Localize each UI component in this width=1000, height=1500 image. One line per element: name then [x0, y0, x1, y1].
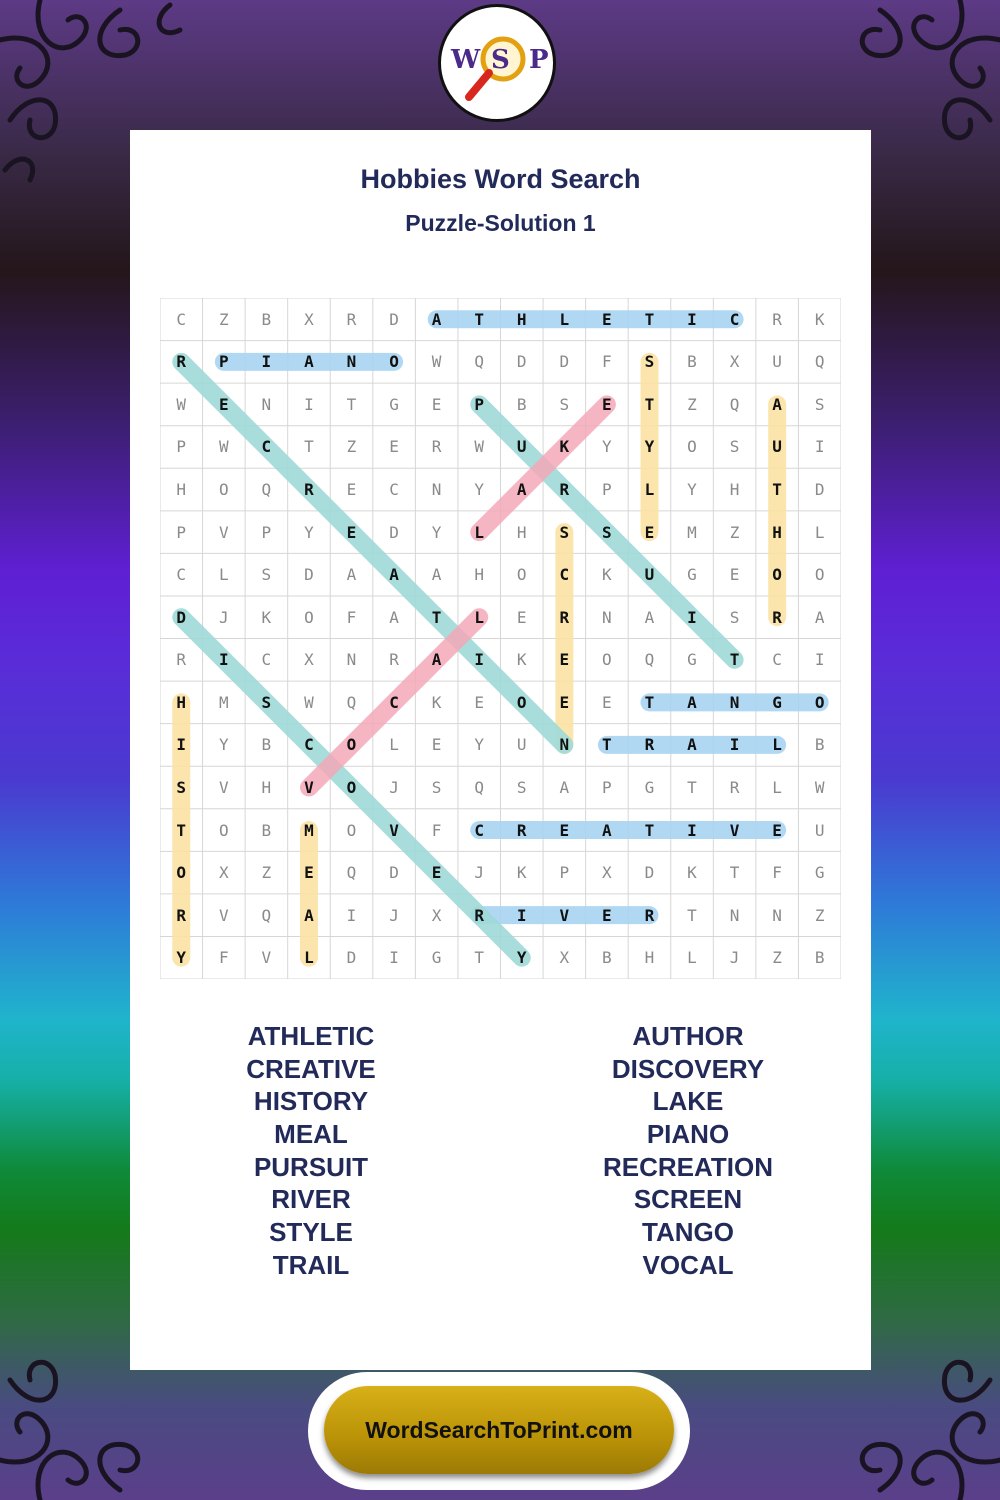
grid-cell[interactable]: A: [814, 607, 825, 627]
grid-cell[interactable]: M: [218, 692, 229, 712]
grid-cell[interactable]: V: [218, 777, 229, 797]
grid-cell[interactable]: K: [687, 863, 697, 883]
grid-cell[interactable]: A: [602, 820, 612, 840]
grid-cell[interactable]: S: [559, 394, 570, 414]
grid-cell[interactable]: S: [602, 522, 612, 542]
grid-cell[interactable]: C: [559, 565, 570, 585]
grid-cell[interactable]: A: [687, 735, 697, 755]
grid-cell[interactable]: T: [772, 480, 782, 499]
grid-cell[interactable]: P: [602, 777, 612, 797]
grid-cell[interactable]: U: [516, 437, 527, 457]
grid-cell[interactable]: A: [431, 309, 442, 329]
grid-cell[interactable]: L: [304, 948, 314, 968]
grid-cell[interactable]: J: [218, 607, 229, 627]
grid-cell[interactable]: V: [559, 905, 570, 925]
grid-cell[interactable]: E: [304, 863, 314, 883]
grid-cell[interactable]: Q: [644, 650, 655, 670]
grid-cell[interactable]: W: [431, 352, 442, 372]
grid-cell[interactable]: A: [644, 607, 655, 627]
logo-letter-w: W: [451, 45, 481, 75]
grid-cell[interactable]: E: [346, 522, 357, 542]
word-list-item: CREATIVE: [246, 1053, 376, 1084]
grid-cell[interactable]: T: [644, 820, 655, 840]
grid-cell[interactable]: E: [559, 820, 570, 840]
grid-cell[interactable]: R: [644, 735, 655, 755]
grid-cell[interactable]: I: [516, 905, 527, 925]
grid-cell[interactable]: J: [389, 905, 399, 925]
grid-cell[interactable]: L: [218, 565, 229, 585]
grid-cell[interactable]: E: [772, 820, 782, 840]
grid-cell[interactable]: T: [602, 735, 612, 755]
grid-cell[interactable]: S: [261, 692, 272, 712]
grid-cell[interactable]: L: [687, 948, 697, 968]
grid-cell[interactable]: R: [559, 607, 570, 627]
grid-cell[interactable]: T: [644, 692, 655, 712]
grid-cell[interactable]: V: [729, 820, 740, 840]
word-list-item: TANGO: [642, 1217, 734, 1248]
word-list-right: [523, 1020, 853, 1282]
grid-cell[interactable]: I: [729, 735, 740, 755]
grid-cell[interactable]: A: [389, 565, 399, 585]
grid-cell[interactable]: C: [772, 650, 782, 670]
grid-cell[interactable]: A: [304, 352, 314, 372]
grid-cell[interactable]: L: [474, 607, 484, 627]
grid-cell[interactable]: S: [176, 777, 187, 797]
grid-cell[interactable]: K: [516, 650, 527, 670]
grid-cell[interactable]: T: [729, 650, 740, 670]
grid-cell[interactable]: L: [389, 735, 399, 755]
grid-cell[interactable]: I: [687, 607, 697, 627]
grid-cell[interactable]: C: [176, 565, 187, 585]
grid-cell[interactable]: O: [602, 650, 612, 670]
grid-cell[interactable]: O: [687, 437, 697, 457]
grid-cell[interactable]: C: [304, 735, 314, 755]
grid-cell[interactable]: I: [474, 650, 484, 670]
grid-cell[interactable]: E: [431, 863, 442, 883]
grid-cell[interactable]: K: [516, 863, 527, 883]
grid-cell[interactable]: S: [729, 437, 740, 457]
grid-cell[interactable]: T: [304, 437, 314, 457]
grid-cell[interactable]: T: [644, 394, 655, 414]
grid-cell[interactable]: Y: [474, 480, 484, 499]
grid-cell[interactable]: D: [389, 309, 399, 329]
grid-cell[interactable]: A: [559, 777, 570, 797]
grid-cell[interactable]: F: [772, 863, 782, 883]
grid-cell[interactable]: V: [389, 820, 399, 840]
grid-cell[interactable]: W: [474, 437, 484, 457]
site-logo[interactable]: [438, 4, 556, 122]
grid-cell[interactable]: E: [516, 607, 527, 627]
grid-cell[interactable]: A: [304, 905, 314, 925]
grid-cell[interactable]: N: [602, 607, 612, 627]
grid-cell[interactable]: Y: [431, 522, 442, 542]
grid-cell[interactable]: N: [346, 352, 357, 372]
grid-cell[interactable]: J: [389, 777, 399, 797]
grid-cell[interactable]: H: [516, 522, 527, 542]
word-list-item: RECREATION: [603, 1151, 773, 1182]
grid-cell[interactable]: B: [814, 735, 825, 755]
word-list-item: DISCOVERY: [611, 1053, 765, 1084]
grid-cell[interactable]: W: [218, 437, 229, 457]
grid-cell[interactable]: H: [516, 309, 527, 329]
grid-cell[interactable]: O: [814, 692, 825, 712]
grid-cell[interactable]: R: [176, 650, 187, 670]
grid-cell[interactable]: H: [772, 522, 782, 542]
grid-cell[interactable]: Y: [304, 522, 314, 542]
grid-cell[interactable]: Y: [474, 735, 484, 755]
grid-cell[interactable]: Q: [261, 905, 272, 925]
grid-cell[interactable]: T: [474, 948, 484, 968]
grid-cell[interactable]: J: [729, 948, 740, 968]
grid-cell[interactable]: N: [772, 905, 782, 925]
grid-cell[interactable]: C: [729, 309, 740, 329]
grid-cell[interactable]: A: [346, 565, 357, 585]
grid-cell[interactable]: O: [389, 352, 399, 372]
grid-cell[interactable]: C: [261, 650, 272, 670]
grid-cell[interactable]: I: [814, 650, 825, 670]
grid-cell[interactable]: R: [304, 480, 314, 499]
grid-cell[interactable]: C: [389, 480, 399, 499]
word-list-item: SCREEN: [633, 1184, 743, 1215]
grid-cell[interactable]: N: [346, 650, 357, 670]
grid-cell[interactable]: S: [516, 777, 527, 797]
grid-cell[interactable]: L: [814, 522, 825, 542]
grid-cell[interactable]: E: [602, 905, 612, 925]
grid-cell[interactable]: P: [559, 863, 570, 883]
grid-cell[interactable]: I: [304, 394, 314, 414]
grid-cell[interactable]: O: [772, 565, 782, 585]
grid-cell[interactable]: T: [687, 777, 697, 797]
grid-cell[interactable]: E: [218, 394, 229, 414]
grid-cell[interactable]: J: [474, 863, 484, 883]
grid-cell[interactable]: E: [389, 437, 399, 457]
website-link-button[interactable]: WordSearchToPrint.com: [324, 1386, 674, 1474]
grid-cell[interactable]: D: [516, 352, 527, 372]
grid-cell[interactable]: U: [772, 437, 782, 457]
grid-cell[interactable]: T: [644, 309, 655, 329]
grid-cell[interactable]: G: [814, 863, 825, 883]
grid-cell[interactable]: L: [644, 480, 655, 499]
word-list-item: ATHLETIC: [247, 1021, 375, 1051]
grid-cell[interactable]: X: [602, 863, 612, 883]
logo-letter-s: S: [491, 45, 510, 75]
grid-cell[interactable]: X: [304, 309, 314, 329]
grid-cell[interactable]: I: [261, 352, 272, 372]
footer-badge: [308, 1372, 690, 1490]
grid-cell[interactable]: G: [644, 777, 655, 797]
grid-cell[interactable]: S: [559, 522, 570, 542]
grid-cell[interactable]: A: [431, 650, 442, 670]
grid-cell[interactable]: X: [431, 905, 442, 925]
grid-cell[interactable]: Y: [644, 437, 655, 457]
grid-cell[interactable]: Y: [218, 735, 229, 755]
grid-cell[interactable]: O: [304, 607, 314, 627]
grid-cell[interactable]: L: [559, 309, 570, 329]
grid-cell[interactable]: O: [516, 692, 527, 712]
grid-cell[interactable]: E: [559, 650, 570, 670]
grid-cell[interactable]: R: [176, 905, 187, 925]
grid-cell[interactable]: F: [431, 820, 442, 840]
grid-cell[interactable]: R: [431, 437, 442, 457]
grid-cell[interactable]: D: [346, 948, 357, 968]
grid-cell[interactable]: B: [814, 948, 825, 968]
grid-cell[interactable]: D: [176, 607, 187, 627]
grid-cell[interactable]: P: [261, 522, 272, 542]
grid-cell[interactable]: I: [176, 735, 187, 755]
grid-cell[interactable]: T: [431, 607, 442, 627]
grid-cell[interactable]: T: [729, 863, 740, 883]
grid-cell[interactable]: K: [431, 692, 442, 712]
grid-cell[interactable]: G: [431, 948, 442, 968]
grid-cell[interactable]: P: [176, 437, 187, 457]
grid-cell[interactable]: B: [516, 394, 527, 414]
grid-cell[interactable]: T: [176, 820, 187, 840]
grid-cell[interactable]: C: [176, 309, 187, 329]
word-list-item: VOCAL: [642, 1249, 734, 1280]
grid-cell[interactable]: I: [346, 905, 357, 925]
grid-cell[interactable]: N: [261, 394, 272, 414]
grid-cell[interactable]: N: [559, 735, 570, 755]
grid-cell[interactable]: G: [389, 394, 399, 414]
word-list-item: PURSUIT: [253, 1151, 369, 1182]
word-list-item: MEAL: [274, 1119, 348, 1150]
grid-cell[interactable]: Y: [516, 948, 527, 968]
grid-cell[interactable]: R: [644, 905, 655, 925]
grid-cell[interactable]: U: [516, 735, 527, 755]
grid-cell[interactable]: S: [261, 565, 272, 585]
grid-cell[interactable]: P: [602, 480, 612, 499]
grid-cell[interactable]: N: [729, 905, 740, 925]
grid-cell[interactable]: R: [516, 820, 527, 840]
grid-cell[interactable]: K: [559, 437, 570, 457]
grid-cell[interactable]: Y: [176, 948, 187, 968]
grid-cell[interactable]: V: [304, 777, 314, 797]
grid-cell[interactable]: S: [644, 352, 655, 372]
grid-cell[interactable]: B: [687, 352, 697, 372]
grid-cell[interactable]: C: [474, 820, 484, 840]
grid-cell[interactable]: A: [516, 480, 527, 499]
grid-cell[interactable]: E: [431, 394, 442, 414]
grid-cell[interactable]: R: [772, 607, 782, 627]
grid-cell[interactable]: Q: [346, 692, 357, 712]
grid-cell[interactable]: C: [261, 437, 272, 457]
grid-cell[interactable]: G: [772, 692, 782, 712]
word-search-grid: [160, 298, 841, 979]
grid-cell[interactable]: A: [389, 607, 399, 627]
grid-cell[interactable]: S: [729, 607, 740, 627]
grid-cell[interactable]: X: [218, 863, 229, 883]
grid-cell[interactable]: O: [346, 820, 357, 840]
grid-cell[interactable]: K: [602, 565, 612, 585]
grid-cell[interactable]: Y: [602, 437, 612, 457]
grid-cell[interactable]: G: [687, 565, 697, 585]
grid-cell[interactable]: O: [814, 565, 825, 585]
grid-cell[interactable]: R: [346, 309, 357, 329]
grid-cell[interactable]: S: [431, 777, 442, 797]
grid-cell[interactable]: L: [474, 522, 484, 542]
grid-cell[interactable]: D: [304, 565, 314, 585]
grid-cell[interactable]: Q: [474, 777, 484, 797]
word-list-item: PIANO: [646, 1119, 730, 1150]
grid-cell[interactable]: A: [772, 394, 782, 414]
grid-cell[interactable]: I: [389, 948, 399, 968]
word-list-item: HISTORY: [253, 1086, 369, 1117]
page-subtitle: Puzzle-Solution 1: [405, 210, 596, 236]
grid-cell[interactable]: V: [218, 522, 229, 542]
grid-cell[interactable]: O: [346, 735, 357, 755]
grid-cell[interactable]: E: [602, 394, 612, 414]
grid-cell[interactable]: Z: [218, 309, 229, 329]
grid-cell[interactable]: E: [431, 735, 442, 755]
grid-cell[interactable]: H: [176, 480, 187, 499]
grid-cell[interactable]: E: [602, 309, 612, 329]
grid-cell[interactable]: I: [687, 309, 697, 329]
grid-cell[interactable]: X: [304, 650, 314, 670]
grid-cell[interactable]: H: [644, 948, 655, 968]
grid-cell[interactable]: P: [176, 522, 187, 542]
grid-cell[interactable]: D: [559, 352, 570, 372]
grid-cell[interactable]: V: [261, 948, 272, 968]
grid-cell[interactable]: R: [729, 777, 740, 797]
grid-cell[interactable]: K: [814, 309, 825, 329]
grid-cell[interactable]: B: [261, 735, 272, 755]
grid-cell[interactable]: E: [602, 692, 612, 712]
grid-cell[interactable]: Z: [687, 394, 697, 414]
grid-cell[interactable]: H: [176, 692, 187, 712]
grid-cell[interactable]: E: [474, 692, 484, 712]
grid-cell[interactable]: W: [304, 692, 314, 712]
grid-cell[interactable]: A: [431, 565, 442, 585]
grid-cell[interactable]: U: [814, 820, 825, 840]
puzzle-card: [130, 130, 871, 1370]
word-list-item: TRAIL: [272, 1249, 350, 1280]
grid-cell[interactable]: R: [772, 309, 782, 329]
grid-cell[interactable]: A: [687, 692, 697, 712]
grid-cell[interactable]: F: [218, 948, 229, 968]
grid-cell[interactable]: T: [474, 309, 484, 329]
grid-cell[interactable]: D: [814, 480, 825, 499]
grid-cell[interactable]: E: [346, 480, 357, 499]
grid-cell[interactable]: F: [602, 352, 612, 372]
grid-cell[interactable]: Z: [772, 948, 782, 968]
grid-cell[interactable]: W: [176, 394, 187, 414]
grid-cell[interactable]: C: [389, 692, 399, 712]
grid-cell[interactable]: H: [729, 480, 740, 499]
grid-cell[interactable]: D: [389, 863, 399, 883]
grid-cell[interactable]: Q: [346, 863, 357, 883]
word-list-item: STYLE: [269, 1217, 353, 1248]
grid-cell[interactable]: D: [389, 522, 399, 542]
word-list-item: AUTHOR: [632, 1021, 744, 1051]
grid-cell[interactable]: H: [474, 565, 484, 585]
grid-cell[interactable]: O: [346, 777, 357, 797]
grid-cell[interactable]: E: [644, 522, 655, 542]
grid-cell[interactable]: G: [687, 650, 697, 670]
grid-cell[interactable]: I: [218, 650, 229, 670]
logo-letter-p: P: [529, 45, 549, 75]
grid-cell[interactable]: L: [772, 735, 782, 755]
grid-cell[interactable]: N: [431, 480, 442, 499]
word-list-item: LAKE: [652, 1086, 724, 1117]
grid-cell[interactable]: O: [516, 565, 527, 585]
grid-cell[interactable]: P: [218, 352, 229, 372]
grid-cell[interactable]: R: [474, 905, 484, 925]
word-list-left: [146, 1020, 476, 1282]
grid-cell[interactable]: R: [176, 352, 187, 372]
grid-cell[interactable]: T: [687, 905, 697, 925]
grid-cell[interactable]: N: [729, 692, 740, 712]
grid-cell[interactable]: P: [474, 394, 484, 414]
page-title: Hobbies Word Search: [360, 164, 641, 194]
grid-cell[interactable]: W: [814, 777, 825, 797]
grid-cell[interactable]: K: [261, 607, 272, 627]
grid-cell[interactable]: O: [218, 480, 229, 499]
grid-cell[interactable]: U: [772, 352, 782, 372]
grid-cell[interactable]: F: [346, 607, 357, 627]
grid-cell[interactable]: Q: [261, 480, 272, 499]
grid-cell[interactable]: S: [814, 394, 825, 414]
grid-cell[interactable]: R: [559, 480, 570, 499]
grid-cell[interactable]: Z: [261, 863, 272, 883]
word-list-item: RIVER: [271, 1184, 351, 1215]
grid-cell[interactable]: V: [218, 905, 229, 925]
grid-cell[interactable]: X: [729, 352, 740, 372]
grid-cell[interactable]: H: [261, 777, 272, 797]
grid-cell[interactable]: B: [261, 309, 272, 329]
grid-cell[interactable]: Q: [814, 352, 825, 372]
grid-cell[interactable]: L: [772, 777, 782, 797]
grid-cell[interactable]: X: [559, 948, 570, 968]
grid-cell[interactable]: E: [559, 692, 570, 712]
grid-cell[interactable]: Z: [814, 905, 825, 925]
grid-cell[interactable]: U: [644, 565, 655, 585]
grid-cell[interactable]: O: [176, 863, 187, 883]
grid-cell[interactable]: Q: [729, 394, 740, 414]
grid-cell[interactable]: O: [218, 820, 229, 840]
grid-cell[interactable]: T: [346, 394, 357, 414]
grid-cell[interactable]: Z: [346, 437, 357, 457]
grid-cell[interactable]: Q: [474, 352, 484, 372]
grid-cell[interactable]: I: [814, 437, 825, 457]
grid-cell[interactable]: M: [304, 820, 314, 840]
grid-cell[interactable]: R: [389, 650, 399, 670]
grid-cell[interactable]: Y: [687, 480, 697, 499]
grid-cell[interactable]: I: [687, 820, 697, 840]
grid-cell[interactable]: E: [729, 565, 740, 585]
grid-cell[interactable]: B: [261, 820, 272, 840]
grid-cell[interactable]: Z: [729, 522, 740, 542]
grid-cell[interactable]: D: [644, 863, 655, 883]
grid-cell[interactable]: B: [602, 948, 612, 968]
grid-cell[interactable]: M: [687, 522, 697, 542]
